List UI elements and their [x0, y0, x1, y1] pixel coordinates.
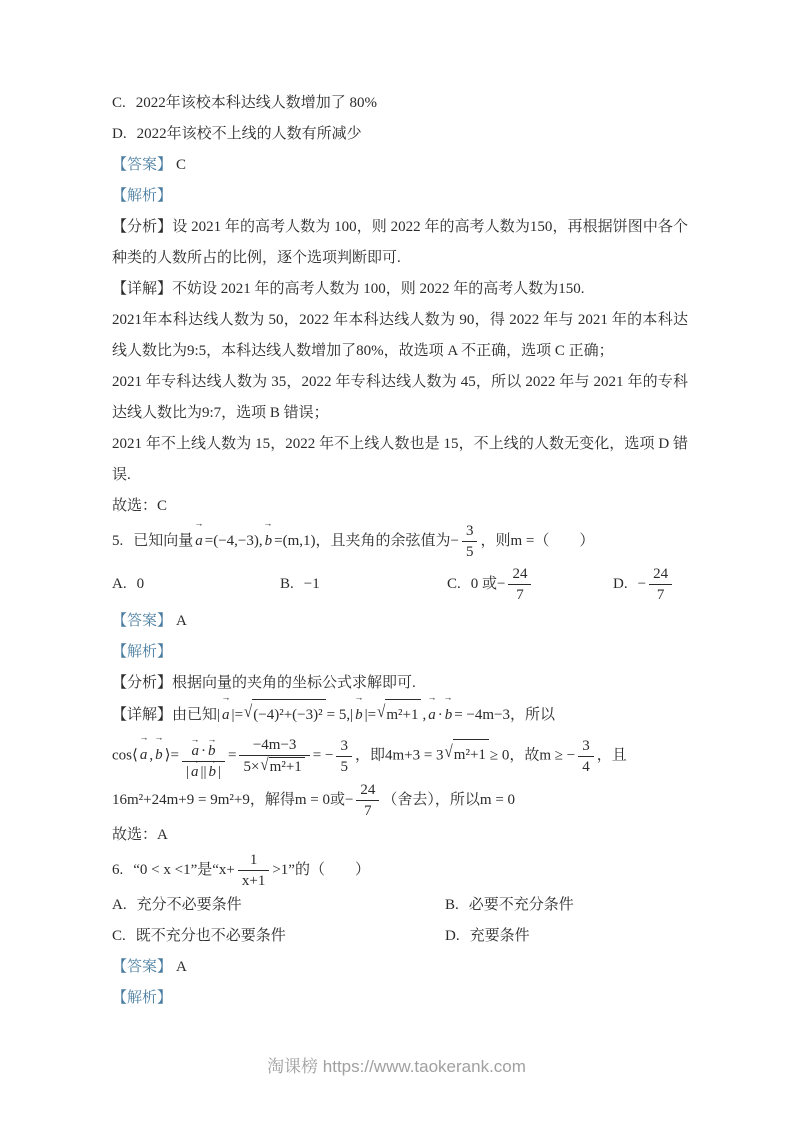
answer-label: 【答案】	[112, 959, 173, 975]
vector-arrow-icon: →	[190, 756, 200, 767]
text-run: ，则m =（ ）	[480, 532, 595, 549]
q5-cos-equation	[112, 731, 688, 781]
vector-letter: a	[195, 532, 203, 549]
q5-options-row	[112, 565, 688, 604]
question-number: 6.	[112, 861, 124, 878]
fraction-denominator: 7	[364, 803, 372, 819]
fenxi-text: 根据向量的夹角的坐标公式求解即可.	[172, 675, 416, 691]
option-text: 2022年该校不上线的人数有所减少	[136, 126, 362, 142]
q5-xiangjie-equation	[112, 693, 688, 731]
sqrt-radical	[445, 739, 489, 771]
vector-arrow-icon: →	[443, 693, 454, 704]
text-run: >1”的（ ）	[272, 861, 370, 878]
fraction	[508, 565, 531, 604]
q6-option-b	[445, 890, 688, 921]
q4-analysis-label-line	[112, 181, 688, 212]
fraction	[182, 731, 225, 781]
sqrt-icon: √	[444, 743, 453, 763]
option-text: 充要条件	[469, 928, 530, 944]
text-run: ≥ 0，故m ≥ −	[489, 747, 576, 764]
vector-arrow-icon: →	[354, 693, 364, 704]
abs-bar: |	[231, 707, 235, 723]
analysis-label: 【解析】	[112, 644, 173, 660]
vector-arrow-icon: →	[190, 735, 200, 746]
sqrt-radical	[260, 757, 304, 776]
fraction	[462, 522, 478, 561]
equals-sign: =	[170, 747, 179, 764]
sqrt-expression: m²+1	[269, 757, 305, 776]
vector-letter: a	[190, 764, 199, 780]
fraction	[649, 565, 672, 604]
answer-value: A	[176, 613, 187, 629]
fraction-numerator: 3	[578, 737, 594, 757]
option-text: 2022年该校本科达线人数增加了 80%	[135, 95, 378, 111]
vector-letter: a	[139, 747, 148, 764]
vector-letter: b	[155, 747, 163, 764]
q4-option-c	[112, 88, 688, 119]
equals-sign: =	[227, 747, 237, 764]
sqrt-expression: (−4)²+(−3)²	[252, 699, 325, 731]
vector-arrow-icon: →	[427, 693, 437, 704]
text-run: 故选：A	[112, 827, 168, 843]
vector-arrow-icon: →	[263, 519, 274, 530]
q5-option-b	[280, 569, 447, 600]
abs-bar: |	[185, 764, 189, 780]
text-run: “0 < x <1”是“x+	[133, 861, 235, 878]
sqrt-radical	[377, 699, 421, 731]
vector-b-notation	[153, 733, 165, 771]
vector-arrow-icon: →	[207, 735, 217, 746]
sqrt-radical	[244, 699, 326, 731]
fraction-numerator: 24	[649, 565, 672, 585]
fraction	[239, 736, 309, 776]
fenxi-label: 【分析】	[112, 219, 173, 235]
answer-label: 【答案】	[112, 613, 173, 629]
vector-arrow-icon: →	[194, 519, 204, 530]
vector-letter: a	[191, 743, 199, 759]
option-key: A.	[112, 897, 127, 913]
dot-product-sign: ·	[437, 707, 443, 723]
abs-bar: |	[350, 707, 354, 723]
text-run: ，且	[596, 747, 627, 764]
sqrt-icon: √	[377, 703, 386, 722]
option-key: D.	[445, 928, 460, 944]
text-run: cos	[112, 747, 132, 764]
question-number: 5.	[112, 532, 124, 549]
fraction	[336, 737, 352, 776]
vector-letter: a	[428, 707, 436, 723]
text-run: 由已知	[172, 707, 218, 723]
vector-a-notation	[193, 519, 205, 557]
fraction-denominator: 7	[516, 587, 524, 603]
text-run: 故选：C	[112, 498, 168, 514]
fraction-denominator: 5	[465, 544, 474, 560]
option-text: −	[637, 575, 647, 592]
q5-analysis-label-line	[112, 637, 688, 668]
analysis-label: 【解析】	[112, 188, 173, 204]
equals-sign: =	[234, 707, 244, 723]
text-run: 16m²+24m+9 = 9m²+9，解得m = 0或−	[112, 791, 354, 808]
q5-option-a	[112, 569, 280, 600]
q4-answer-line	[112, 150, 688, 181]
option-text: 必要不充分条件	[468, 897, 574, 913]
vector-letter: b	[355, 707, 363, 723]
fraction-denominator	[239, 756, 309, 776]
fraction	[356, 781, 379, 820]
q5-fenxi-paragraph	[112, 668, 688, 699]
fraction-numerator: 1	[238, 851, 269, 871]
vector-letter: b	[208, 764, 216, 780]
abs-bar: |	[364, 707, 368, 723]
page-content	[112, 88, 688, 1014]
text-run: =(m,1)，且夹角的余弦值为−	[274, 532, 459, 549]
abs-bar: ||	[200, 764, 207, 780]
option-key: A.	[112, 576, 127, 592]
text-run: ,	[422, 707, 427, 723]
q6-option-c	[112, 921, 445, 952]
fraction-numerator: 3	[462, 522, 478, 542]
q4-para-zhuanke	[112, 367, 688, 429]
vector-letter: b	[264, 532, 273, 549]
fraction-numerator: 3	[336, 737, 352, 757]
fenxi-text: 设 2021 年的高考人数为 100，则 2022 年的高考人数为150，再根据饼图中各个种类的人数所占的比例，逐个选项判断即可.	[112, 219, 688, 266]
option-key: D.	[613, 575, 628, 592]
option-key: B.	[445, 897, 459, 913]
answer-value: C	[176, 157, 187, 173]
sqrt-icon: √	[260, 756, 269, 775]
abs-bar: |	[217, 707, 221, 723]
text-run: = 5,	[326, 707, 351, 723]
q6-options-grid	[112, 890, 688, 952]
q6-stem	[112, 851, 688, 890]
vector-a-notation	[220, 693, 232, 731]
fraction	[238, 851, 269, 890]
fraction-denominator: 5	[340, 758, 348, 775]
vector-a-notation	[189, 756, 201, 781]
footer-text: 淘课榜 https://www.taokerank.com	[267, 1057, 526, 1076]
q5-answer-line	[112, 606, 688, 637]
option-text: 0	[136, 576, 145, 592]
vector-letter: a	[222, 707, 230, 723]
q5-option-d	[613, 565, 688, 604]
option-key: B.	[280, 576, 294, 592]
xiangjie-text: 不妨设 2021 年的高考人数为 100，则 2022 年的高考人数为150.	[172, 281, 585, 297]
vector-b-notation	[263, 519, 275, 557]
q6-analysis-label-line	[112, 983, 688, 1014]
q5-solve-equation	[112, 781, 688, 820]
answer-label: 【答案】	[112, 157, 173, 173]
option-key: C.	[112, 928, 126, 944]
fraction-numerator: 24	[356, 781, 379, 801]
fraction-numerator	[182, 731, 225, 762]
q6-option-d	[445, 921, 688, 952]
vector-a-notation	[426, 693, 438, 731]
analysis-label: 【解析】	[112, 990, 173, 1006]
text-run: 2021 年不上线人数为 15，2022 年不上线人数也是 15，不上线的人数无变化，选项 D 错误.	[112, 436, 688, 483]
q5-stem	[112, 519, 688, 561]
xiangjie-label: 【详解】	[112, 281, 173, 297]
angle-bracket-left: ⟨	[132, 747, 138, 764]
text-run: （舍去），所以m = 0	[382, 791, 516, 808]
q4-conclusion	[112, 491, 688, 522]
text-run: = −4m−3，所以	[454, 707, 555, 723]
option-text: −1	[303, 576, 320, 592]
vector-arrow-icon: →	[221, 693, 231, 704]
answer-value: A	[176, 959, 187, 975]
q4-xiangjie-paragraph	[112, 274, 688, 305]
q4-option-d	[112, 119, 688, 150]
q5-conclusion	[112, 820, 688, 851]
vector-b-notation	[206, 756, 218, 781]
option-text: 既不充分也不必要条件	[135, 928, 286, 944]
fenxi-label: 【分析】	[112, 675, 173, 691]
q4-para-buxian	[112, 429, 688, 491]
fraction-numerator: 24	[508, 565, 531, 585]
text-run: 2021年本科达线人数为 50，2022 年本科达线人数为 90，得 2022 年与 2021 年的本科达线人数比为9:5，本科达线人数增加了80%，故选项 A 不正确，选项 C 正确；	[112, 312, 688, 359]
fraction	[578, 737, 594, 776]
fraction-denominator: 7	[656, 587, 665, 603]
q6-answer-line	[112, 952, 688, 983]
text-run: = −	[312, 747, 334, 764]
vector-b-notation	[443, 693, 455, 731]
sqrt-expression: m²+1	[385, 699, 421, 731]
vector-a-notation	[138, 733, 150, 771]
vector-arrow-icon: →	[154, 733, 164, 744]
fraction-denominator	[182, 756, 225, 781]
text-run: 5×	[243, 759, 260, 775]
fraction-denominator: 4	[582, 758, 590, 775]
text-run: 已知向量	[133, 532, 194, 549]
vector-letter: b	[207, 743, 216, 759]
q4-fenxi-paragraph	[112, 212, 688, 274]
q4-para-benke	[112, 305, 688, 367]
option-key: D.	[112, 126, 127, 142]
dot-product-sign: ·	[200, 743, 206, 759]
equals-sign: =	[367, 707, 377, 723]
text-run: ,	[149, 747, 154, 764]
text-run: ，即4m+3 = 3	[354, 747, 444, 764]
fraction-denominator: x+1	[241, 873, 266, 889]
xiangjie-label: 【详解】	[112, 707, 173, 723]
abs-bar: |	[217, 764, 221, 780]
q6-option-a	[112, 890, 445, 921]
sqrt-expression: m²+1	[453, 739, 489, 771]
vector-arrow-icon: →	[207, 756, 217, 767]
page-footer	[0, 1052, 793, 1077]
vector-letter: b	[444, 707, 453, 723]
sqrt-icon: √	[244, 703, 253, 722]
fraction-numerator: −4m−3	[239, 736, 309, 756]
vector-b-notation	[353, 693, 365, 731]
option-text: 充分不必要条件	[136, 897, 242, 913]
option-key: C.	[112, 95, 126, 111]
vector-arrow-icon: →	[138, 733, 149, 744]
option-key: C.	[447, 575, 461, 592]
text-run: =(−4,−3),	[204, 532, 263, 549]
option-text: 0 或−	[470, 575, 506, 592]
text-run: 2021 年专科达线人数为 35，2022 年专科达线人数为 45，所以 2022 年与 2021 年的专科达线人数比为9:7，选项 B 错误；	[112, 374, 688, 421]
q5-option-c	[447, 565, 613, 604]
angle-bracket-right: ⟩	[164, 747, 171, 764]
